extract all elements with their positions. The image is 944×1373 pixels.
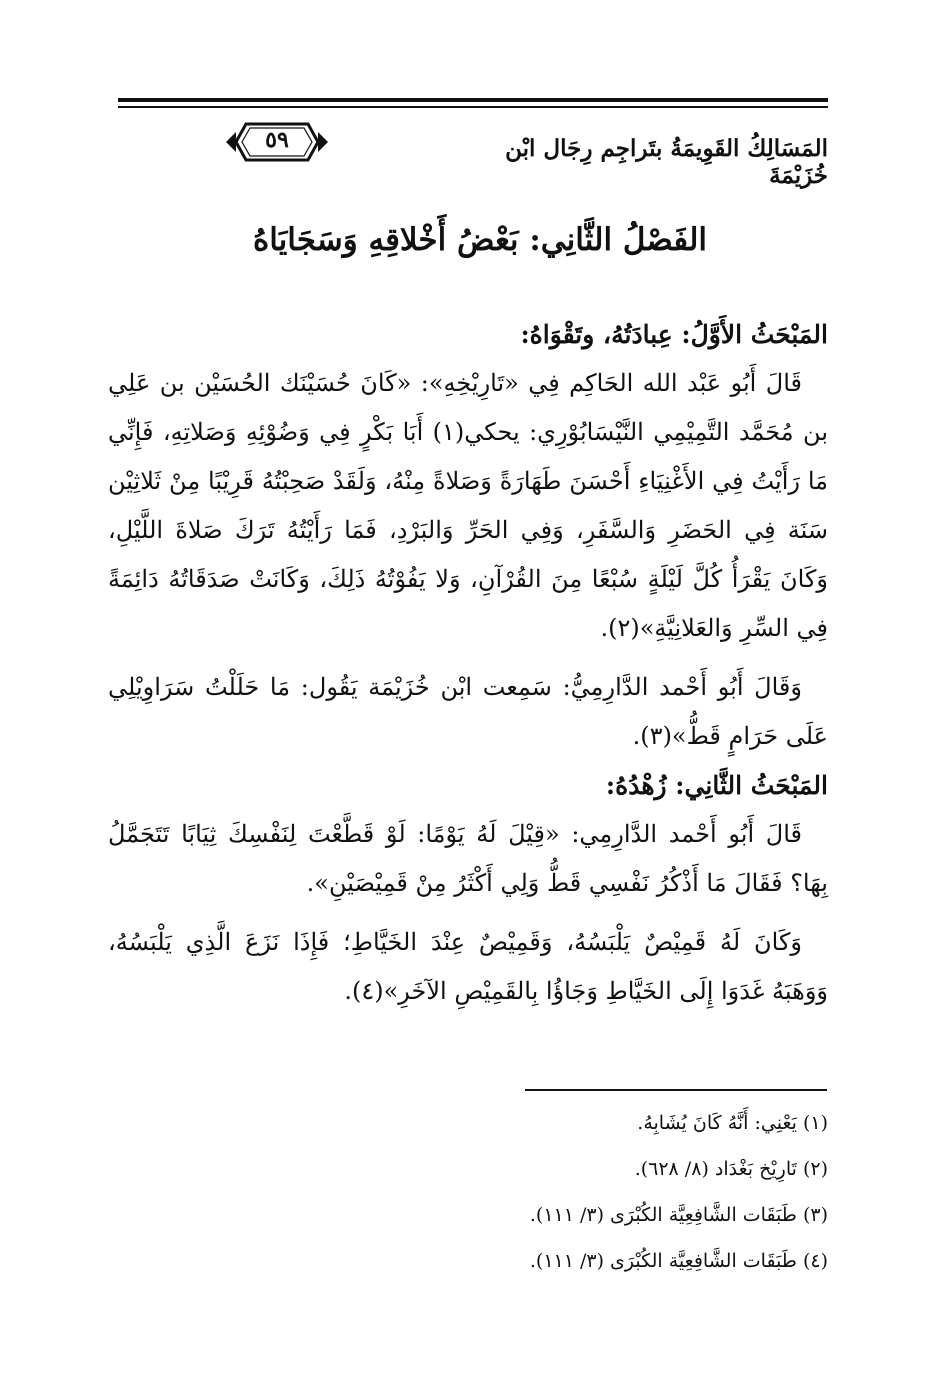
footnotes xyxy=(300,1100,828,1284)
header-rule xyxy=(118,98,828,102)
footnote-4: (٤) طَبَقَات الشَّافِعِيَّة الكُبْرَى (٣/ ١١١). xyxy=(529,1250,828,1272)
chapter-title: الفَصْلُ الثَّانِي: بَعْضُ أَخْلاقِهِ وَسَجَايَاهُ xyxy=(252,222,708,258)
paragraph-hakim-quote: قَالَ أَبُو عَبْد الله الحَاكِم فِي «تَارِيْخِهِ»: «كَانَ حُسَيْنَك الحُسَيْن بن عَلِي بن مُحَمَّد التَّمِيْمِي النَّيْسَابُوْرِي: يحكي(١) أَبَا بَكْرٍ فِي وَضُوْئِهِ وَصَلاتِهِ، فَإِنِّي مَا رَأَيْتُ فِي الأَغْنِيَاءِ أَحْسَنَ طَهَارَةً وَصَلاةً مِنْهُ، وَلَقَدْ صَحِبْتُهُ قَرِيْبًا مِنْ ثَلاثِيْن سَنَة فِي الحَضَرِ وَالسَّفَرِ، وَفِي الحَرِّ وَالبَرْدِ، فَمَا رَأَيْتُهُ تَرَكَ صَلاةَ اللَّيْلِ، وَكَانَ يَقْرَأُ كُلَّ لَيْلَةٍ سُبْعًا مِنَ القُرْآنِ، وَلا يَفُوْتُهُ ذَلِكَ، وَكَانَتْ صَدَقَاتُهُ دَائِمَةً فِي السِّرِ وَالعَلانِيَّةِ»(٢). xyxy=(108,369,828,642)
footnote-separator xyxy=(525,1089,827,1091)
header-rule-thin xyxy=(118,106,828,108)
running-title: المَسَالِكُ القَوِيمَةُ بتَراجِم رِجَال ابْن خُزَيْمَةَ xyxy=(505,135,828,189)
page-number-ornament xyxy=(222,118,332,166)
body-text xyxy=(108,310,828,1016)
footnote-1: (١) يَعْنِي: أَنَّهُ كَانَ يُشَابِهُ. xyxy=(637,1112,828,1134)
footnote-3: (٣) طَبَقَات الشَّافِعِيَّة الكُبْرَى (٣/ ١١١). xyxy=(529,1204,828,1226)
section-heading-asceticism: المَبْحَثُ الثَّانِي: زُهْدُهُ: xyxy=(605,771,828,800)
paragraph-clothes-question: قَالَ أَبُو أَحْمد الدَّارِمِي: «قِيْلَ لَهُ يَوْمًا: لَوْ قَطَّعْتَ لِنَفْسِكَ ثِيَابًا تَتَجَمَّلُ بِهَا؟ فَقَالَ مَا أَذْكُرُ نَفْسِي قَطُّ وَلِي أَكْثَرُ مِنْ قَمِيْصَيْنِ». xyxy=(108,820,828,897)
footnote-2: (٢) تَارِيْخ بَغْدَاد (٨/ ٦٢٨). xyxy=(634,1158,828,1180)
section-heading-worship: المَبْحَثُ الأَوَّلُ: عِبادَتُهُ، وتَقْوَاهُ: xyxy=(520,320,828,349)
page-number: ٥٩ xyxy=(265,127,289,153)
paragraph-darimi-quote: وَقَالَ أَبُو أَحْمد الدَّارِمِيُّ: سَمِعت ابْن خُزَيْمَة يَقُول: مَا حَلَلْتُ سَرَاوِيْلِي عَلَى حَرَامٍ قَطُّ»(٣). xyxy=(108,673,828,750)
paragraph-two-shirts: وَكَانَ لَهُ قَمِيْصٌ يَلْبَسُهُ، وَقَمِيْصٌ عِنْدَ الخَيَّاطِ؛ فَإِذَا نَزَعَ الَّذِي يَلْبَسُهُ، وَوَهَبَهُ غَدَوَا إِلَى الخَيَّاطِ وَجَاؤُا بِالقَمِيْصِ الآخَرِ»(٤). xyxy=(108,928,828,1005)
